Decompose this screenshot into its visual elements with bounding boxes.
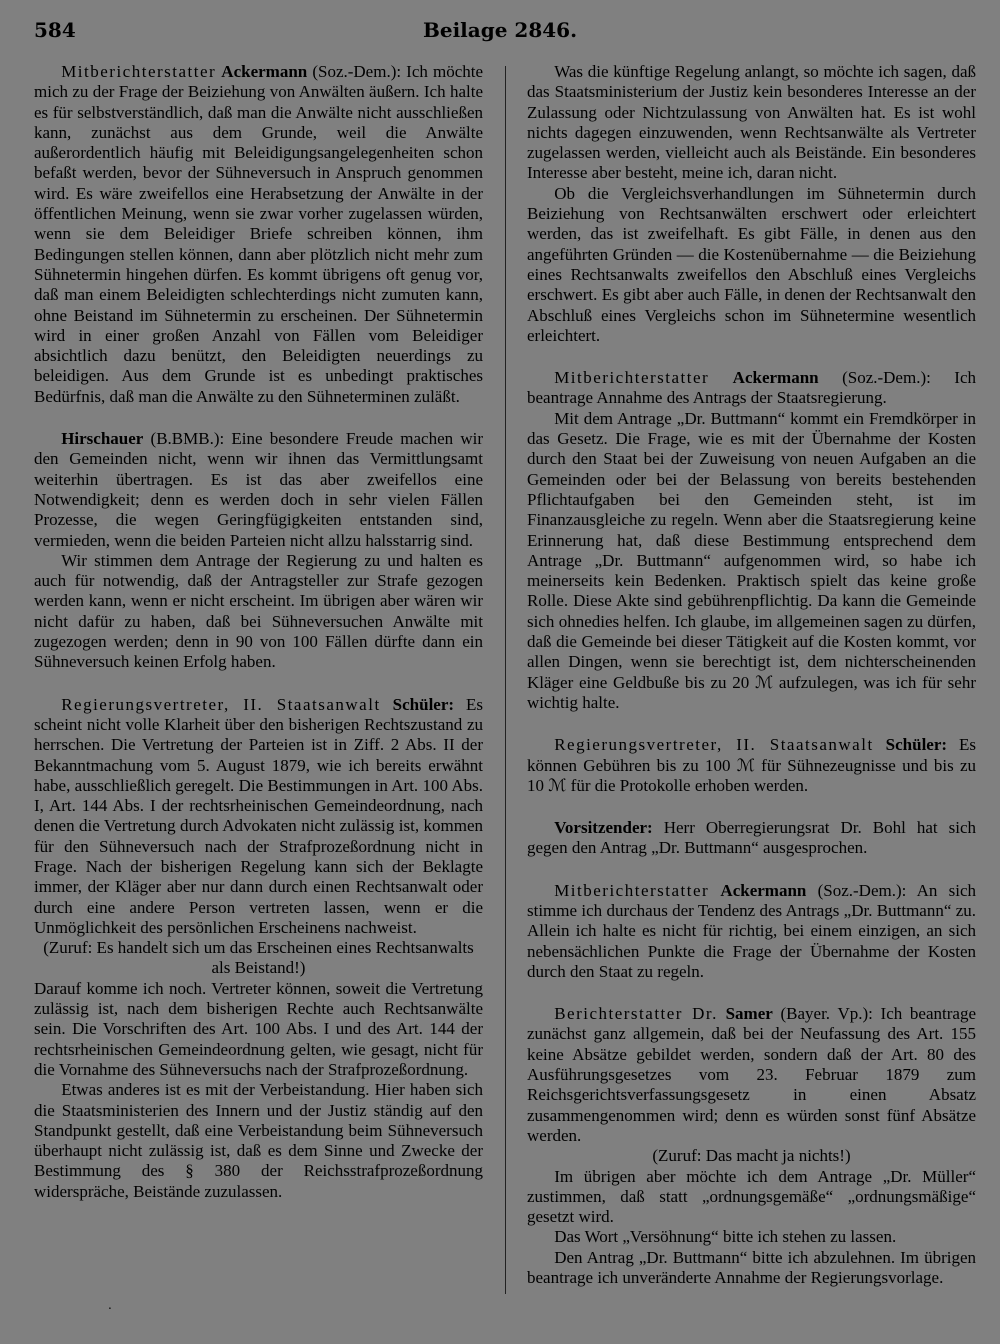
paragraph (527, 368, 976, 409)
paragraph-text: (Soz.-Dem.): Ich möchte mich zu der Frage der Beiziehung von Anwälten äußern. Ich halte es für selbstverständlich, daß man die Anwälte nicht ausschließen kann, zunächst aus dem Grunde, weil die Anwälte außerordentlich häufig mit Beleidigungsangelegenheiten schon befaßt werden, bevor der Sühneversuch in Anspruch genommen wird. Es wäre zweifellos eine Herabsetzung der Anwälte in der öffentlichen Meinung, wenn sie zwar vorher zugelassen würden, wenn sie dem Beleidiger Briefe schreiben können, ihm Bedingungen stellen können, dann aber plötzlich nicht mehr zum Sühnetermin hingehen dürfen. Es kommt übrigens oft genug vor, daß man einem Beleidigten schlechterdings nicht zumuten kann, ohne Beistand im Sühnetermin zu erscheinen. Der Sühnetermin wird in einer großen Anzahl von Fällen vom Beleidiger absichtlich dazu benützt, den Beleidigten neuerdings zu beleidigen. Aus dem Grunde ist es unbedingt praktisches Bedürfnis, daß man die Anwälte zu den Sühneterminen zuläßt. (34, 62, 484, 406)
paragraph-text: (Soz.-Dem.): An sich stimme ich durchaus der Tendenz des Antrags „Dr. Buttmann“ zu. Allein ich halte es nicht für richtig, bei einem einzigen, an sich nebensächlichen Punkte die Frage der Übernahme der Kosten durch den Staat zu regeln. (527, 880, 976, 981)
paragraph (527, 881, 976, 982)
paragraph (527, 1004, 976, 1146)
paragraph: Im übrigen aber möchte ich dem Antrage „Dr. Müller“ zustimmen, daß statt „ordnungsgemäße“ „ordnungsmäßige“ gesetzt wird. (527, 1166, 976, 1227)
speaker-role: Mitberichterstatter (554, 880, 710, 900)
page-title: Beilage 2846. (422, 18, 578, 42)
speaker-name: Hirschauer (61, 429, 144, 449)
speaker-name: Ackermann (720, 880, 807, 900)
interjection: (Zuruf: Das macht ja nichts!) (652, 1146, 851, 1166)
paragraph: Wir stimmen dem Antrage der Regierung zu und halten es auch für notwendig, daß der Antragsteller zur Strafe gezogen werden kann, wenn er nicht erscheint. Im übrigen aber wären wir nicht dafür zu haben, daß bei Sühneversuchen Anwälte mit zugezogen werden; denn in 90 von 100 Fällen dürfte dann ein Sühneversuch keinen Erfolg haben. (34, 550, 483, 672)
speaker-role: Berichterstatter Dr. (554, 1004, 718, 1024)
paragraph-text: (Bayer. Vp.): Ich beantrage zunächst ganz allgemein, daß bei der Neufassung des Art. 155 keine Absätze gebildet werden, sondern daß der Art. 80 des Ausführungsgesetzes vom 23. Februar 1879 zum Reichsgerichtsverfassungsgesetz in einen Absatz zusammengenommen wird; denn es würden sonst fünf Absätze werden. (527, 1004, 976, 1145)
footer-mark: . (108, 1298, 112, 1312)
paragraph: Das Wort „Versöhnung“ bitte ich stehen zu lassen. (554, 1227, 897, 1247)
interjection: (Zuruf: Es handelt sich um das Erscheinen eines Rechtsanwalts als Beistand!) (43, 938, 474, 978)
speaker-role: Mitberichterstatter (554, 368, 710, 388)
right-column (527, 62, 976, 1288)
column-divider (505, 66, 506, 1294)
speaker-name: Schüler: (392, 694, 455, 714)
paragraph: Darauf komme ich noch. Vertreter können, soweit die Vertretung zulässig ist, nach dem bisherigen Rechte auch Rechtsanwälte sein. Die Vorschriften des Art. 100 Abs. I und des Art. 144 der rechtsrheinischen Gemeindeordnung gelten, wie gesagt, nicht für die Vornahme des Sühneversuchs nach der Strafprozeßordnung. (34, 978, 483, 1079)
paragraph (34, 695, 483, 939)
paragraph: Mit dem Antrage „Dr. Buttmann“ kommt ein Fremdkörper in das Gesetz. Die Frage, wie es mit der Übernahme der Kosten durch den Staat bei der Zuweisung von neuen Aufgaben an die Gemeinden oder bei der Belassung von bereits bestehenden Pflichtaufgaben bei den Gemeinden steht, ist im Finanzausgleiche zu regeln. Wenn aber die Staatsregierung keine Erinnerung hat, daß diese Bestimmung entsprechend dem Antrage „Dr. Buttmann“ aufgenommen wird, so habe ich meinerseits kein Bedenken. Praktisch spielt das keine große Rolle. Diese Akte sind gebührenpflichtig. Da kann die Gemeinde sich ohnedies helfen. Ich glaube, im allgemeinen sagen zu dürfen, daß die Gemeinde bei dieser Tätigkeit auf die Kosten kommt, vor allen Dingen, wenn sie berechtigt ist, dem nichterscheinenden Kläger eine Geldbuße bis zu 20 ℳ aufzulegen, was ich für sehr wichtig halte. (527, 408, 976, 712)
left-column (34, 62, 483, 1202)
paragraph (527, 735, 976, 796)
paragraph-text: (Soz.-Dem.): Ich beantrage Annahme des Antrags der Staatsregierung. (527, 368, 977, 408)
page-number: 584 (34, 18, 76, 42)
paragraph (34, 429, 483, 551)
paragraph: Was die künftige Regelung anlangt, so möchte ich sagen, daß das Staatsministerium der Justiz kein besonderes Interesse an der Zulassung oder Nichtzulassung von Anwälten hat. Es ist wohl nichts dagegen einzuwenden, wenn Rechtsanwälte als Vertreter zugelassen werden, vielleicht auch als Beistände. Ein besonderes Interesse aber besteht, meine ich, daran nicht. (527, 62, 976, 183)
page-header (34, 18, 966, 48)
paragraph: Etwas anderes ist es mit der Verbeistandung. Hier haben sich die Staatsministerien des Innern und der Justiz ständig auf den Standpunkt gestellt, daß eine Verbeistandung beim Sühneversuch überhaupt nicht zulässig ist, daß es dem Sinne und Zwecke der Bestimmung des § 380 der Reichsstrafprozeßordnung widerspräche, Beistände zuzulassen. (34, 1080, 483, 1201)
speaker-role: Regierungsvertreter, II. Staatsanwalt (554, 735, 874, 755)
speaker-name: Samer (725, 1004, 773, 1024)
speaker-name: Vorsitzender: (554, 818, 653, 838)
speaker-name: Ackermann (732, 368, 819, 388)
paragraph (527, 818, 976, 859)
paragraph-text: Herr Oberregierungsrat Dr. Bohl hat sich gegen den Antrag „Dr. Buttmann“ ausgesprochen. (527, 818, 976, 858)
paragraph-text: Es können Gebühren bis zu 100 ℳ für Sühnezeugnisse und bis zu 10 ℳ für die Protokolle erhoben werden. (527, 735, 977, 795)
speaker-role: Mitberichterstatter (61, 62, 217, 81)
speaker-name: Ackermann (221, 62, 308, 81)
paragraph-text: (B.BMB.): Eine besondere Freude machen wir den Gemeinden nicht, wenn wir ihnen das Vermittlungsamt weiterhin übertragen. Es ist das aber zweifellos eine Notwendigkeit; denn es werden doch in sehr vielen Fällen Prozesse, die wegen Geringfügigkeiten entstanden sind, vermieden, wenn die beiden Parteien nicht allzu halsstarrig sind. (34, 429, 483, 550)
speaker-name: Schüler: (885, 735, 948, 755)
paragraph: Den Antrag „Dr. Buttmann“ bitte ich abzulehnen. Im übrigen beantrage ich unveränderte Annahme der Regierungsvorlage. (527, 1247, 976, 1288)
paragraph-text: Es scheint nicht volle Klarheit über den bisherigen Rechtszustand zu herrschen. Die Vertretung der Parteien ist in Ziff. 2 Abs. II der Bekanntmachung vom 5. August 1879, wie ich bereits erwähnt habe, ausschließlich geregelt. Die Bestimmungen in Art. 100 Abs. I, Art. 144 Abs. I der rechtsrheinischen Gemeindeordnung, nach denen die Vertretung durch Advokaten nicht zulässig ist, kommen für den Sühneversuch nach der Strafprozeßordnung nicht in Frage. Nach der bisherigen Regelung kann sich der Beklagte immer, der Kläger aber nur dann durch einen Rechtsanwalt oder durch eine andere Person vertreten lassen, wenn er die Unmöglichkeit des persönlichen Erscheinens nachweist. (34, 694, 484, 937)
paragraph (34, 62, 483, 407)
paragraph: Ob die Vergleichsverhandlungen im Sühnetermin durch Beiziehung von Rechtsanwälten erschwert oder erleichtert werden, das ist zweifelhaft. Es gibt Fälle, in denen aus den angeführten Gründen — die Kostenübernahme — die Beiziehung eines Rechtsanwalts zweifellos den Abschluß eines Vergleichs erschwert. Es gibt aber auch Fälle, in denen der Rechtsanwalt den Abschluß eines Vergleichs schon im Sühnetermine wesentlich erleichtert. (527, 183, 976, 345)
speaker-role: Regierungsvertreter, II. Staatsanwalt (61, 694, 381, 714)
